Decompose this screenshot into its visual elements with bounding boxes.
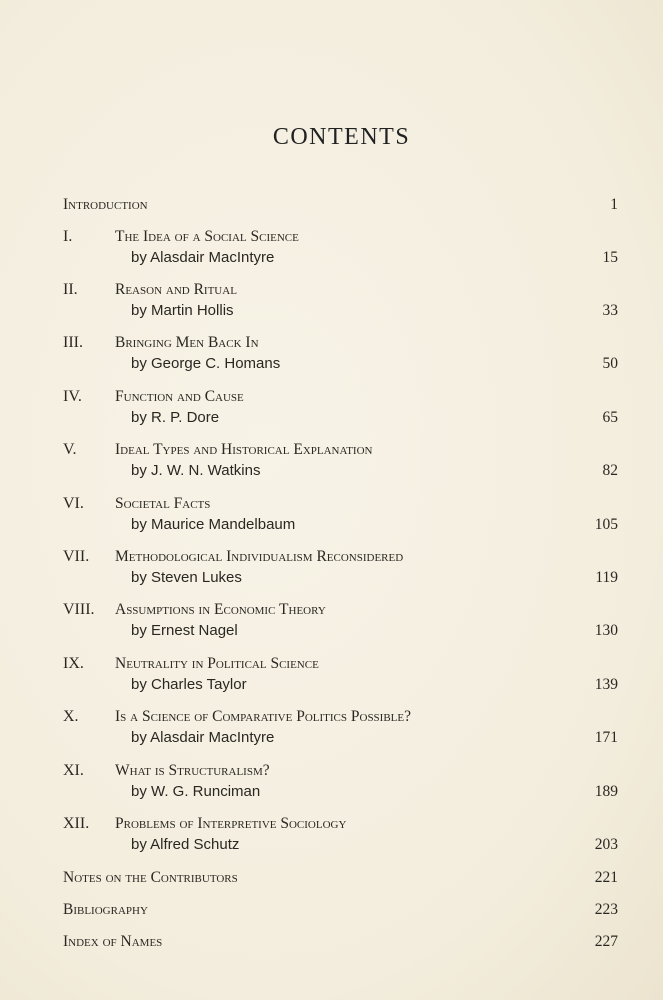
chapter-number: III. <box>63 334 83 351</box>
toc-entry-chapter-4 <box>0 387 663 407</box>
chapter-author: by Alasdair MacIntyre <box>131 729 275 746</box>
chapter-number: IV. <box>63 388 82 405</box>
page-title: CONTENTS <box>272 124 411 150</box>
chapter-title: Assumptions in Economic Theory <box>115 601 326 618</box>
toc-entry-chapter-8 <box>0 600 663 620</box>
chapter-author: by W. G. Runciman <box>131 783 261 800</box>
toc-entry-chapter-7-author <box>0 568 663 588</box>
entry-page-number: 221 <box>594 869 618 886</box>
toc-entry-bibliography <box>0 900 663 920</box>
toc-entry-chapter-9 <box>0 654 663 674</box>
chapter-author: by Charles Taylor <box>131 676 247 693</box>
toc-entry-chapter-6-author <box>0 515 663 535</box>
entry-page-number: 189 <box>594 783 618 800</box>
toc-entry-notes-on-contributors <box>0 868 663 888</box>
toc-entry-index-of-names <box>0 932 663 952</box>
toc-entry-chapter-12 <box>0 814 663 834</box>
entry-page-number: 15 <box>602 249 618 266</box>
chapter-number: X. <box>63 708 79 725</box>
chapter-author: by Alfred Schutz <box>131 836 240 853</box>
entry-title: Introduction <box>63 196 148 213</box>
toc-entry-chapter-3-author <box>0 354 663 374</box>
entry-title: Bibliography <box>63 901 148 918</box>
chapter-title: The Idea of a Social Science <box>115 228 299 245</box>
entry-page-number: 105 <box>594 516 618 533</box>
entry-page-number: 139 <box>594 676 618 693</box>
toc-entry-chapter-8-author <box>0 621 663 641</box>
chapter-title: What is Structuralism? <box>115 762 270 779</box>
chapter-number: II. <box>63 281 78 298</box>
toc-entry-chapter-2-author <box>0 301 663 321</box>
chapter-author: by Martin Hollis <box>131 302 234 319</box>
entry-page-number: 50 <box>602 355 618 372</box>
toc-entry-chapter-10-author <box>0 728 663 748</box>
chapter-number: IX. <box>63 655 84 672</box>
toc-entry-chapter-11-author <box>0 782 663 802</box>
chapter-number: VII. <box>63 548 90 565</box>
chapter-author: by George C. Homans <box>131 355 281 372</box>
entry-page-number: 171 <box>594 729 618 746</box>
toc-entry-chapter-1 <box>0 227 663 247</box>
toc-entry-introduction <box>0 195 663 215</box>
chapter-title: Problems of Interpretive Sociology <box>115 815 347 832</box>
chapter-number: VIII. <box>63 601 95 618</box>
chapter-number: XII. <box>63 815 90 832</box>
entry-page-number: 1 <box>610 196 618 213</box>
chapter-number: XI. <box>63 762 84 779</box>
entry-page-number: 227 <box>594 933 618 950</box>
toc-entry-chapter-2 <box>0 280 663 300</box>
chapter-author: by J. W. N. Watkins <box>131 462 261 479</box>
chapter-title: Ideal Types and Historical Explanation <box>115 441 373 458</box>
chapter-title: Is a Science of Comparative Politics Possible? <box>115 708 411 725</box>
chapter-title: Neutrality in Political Science <box>115 655 319 672</box>
toc-entry-chapter-12-author <box>0 835 663 855</box>
chapter-title: Reason and Ritual <box>115 281 237 298</box>
chapter-author: by Steven Lukes <box>131 569 242 586</box>
toc-entry-chapter-3 <box>0 333 663 353</box>
chapter-title: Bringing Men Back In <box>115 334 259 351</box>
entry-page-number: 130 <box>594 622 618 639</box>
chapter-author: by Maurice Mandelbaum <box>131 516 296 533</box>
chapter-author: by Ernest Nagel <box>131 622 238 639</box>
toc-entry-chapter-7 <box>0 547 663 567</box>
entry-title: Index of Names <box>63 933 163 950</box>
entry-page-number: 65 <box>602 409 618 426</box>
entry-title: Notes on the Contributors <box>63 869 238 886</box>
toc-entry-chapter-5-author <box>0 461 663 481</box>
chapter-number: V. <box>63 441 77 458</box>
toc-entry-chapter-6 <box>0 494 663 514</box>
toc-entry-chapter-5 <box>0 440 663 460</box>
chapter-title: Societal Facts <box>115 495 211 512</box>
toc-entry-chapter-4-author <box>0 408 663 428</box>
entry-page-number: 82 <box>602 462 618 479</box>
entry-page-number: 119 <box>595 569 618 586</box>
toc-entry-chapter-11 <box>0 761 663 781</box>
chapter-author: by R. P. Dore <box>131 409 220 426</box>
toc-entry-chapter-10 <box>0 707 663 727</box>
chapter-number: I. <box>63 228 73 245</box>
toc-entry-chapter-9-author <box>0 675 663 695</box>
entry-page-number: 223 <box>594 901 618 918</box>
chapter-title: Function and Cause <box>115 388 244 405</box>
entry-page-number: 33 <box>602 302 618 319</box>
chapter-number: VI. <box>63 495 84 512</box>
chapter-author: by Alasdair MacIntyre <box>131 249 275 266</box>
toc-entry-chapter-1-author <box>0 248 663 268</box>
chapter-title: Methodological Individualism Reconsidered <box>115 548 404 565</box>
entry-page-number: 203 <box>594 836 618 853</box>
